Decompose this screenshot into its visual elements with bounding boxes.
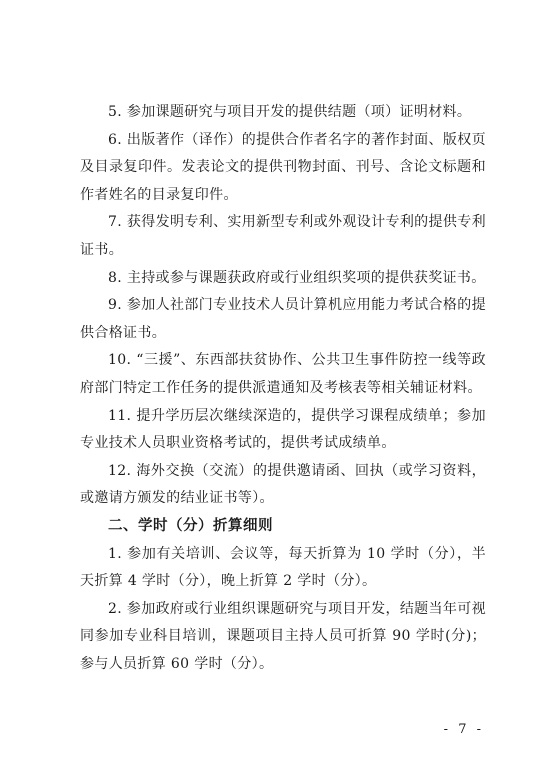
paragraph-conversion-2: 2. 参加政府或行业组织课题研究与项目开发，结题当年可视同参加专业科目培训，课题项目主持人员可折算 90 学时(分)；参与人员折算 60 学时（分）。 bbox=[80, 600, 486, 672]
page-number: - 7 - bbox=[443, 722, 484, 737]
document-body bbox=[80, 99, 486, 678]
paragraph-item-11: 11. 提升学历层次继续深造的，提供学习课程成绩单；参加专业技术人员职业资格考试的，提供考试成绩单。 bbox=[80, 407, 486, 452]
paragraph-item-10: 10. “三援”、东西部扶贫协作、公共卫生事件防控一线等政府部门特定工作任务的提供派遣通知及考核表等相关辅证材料。 bbox=[80, 352, 486, 396]
paragraph-item-5: 5. 参加课题研究与项目开发的提供结题（项）证明材料。 bbox=[108, 104, 472, 120]
paragraph-item-9: 9. 参加人社部门专业技术人员计算机应用能力考试合格的提供合格证书。 bbox=[80, 297, 486, 341]
paragraph-item-6: 6. 出版著作（译作）的提供合作者名字的著作封面、版权页及目录复印件。发表论文的提供刊物封面、刊号、含论文标题和作者姓名的目录复印件。 bbox=[80, 131, 486, 203]
section-heading: 二、学时（分）折算细则 bbox=[108, 517, 273, 534]
paragraph-item-7: 7. 获得发明专利、实用新型专利或外观设计专利的提供专利证书。 bbox=[80, 214, 486, 258]
paragraph-conversion-1: 1. 参加有关培训、会议等，每天折算为 10 学时（分），半天折算 4 学时（分），晚上折算 2 学时（分）。 bbox=[80, 545, 486, 590]
paragraph-item-12: 12. 海外交换（交流）的提供邀请函、回执（或学习资料，或邀请方颁发的结业证书等）。 bbox=[80, 462, 486, 507]
paragraph-item-8: 8. 主持或参与课题获政府或行业组织奖项的提供获奖证书。 bbox=[108, 269, 486, 286]
